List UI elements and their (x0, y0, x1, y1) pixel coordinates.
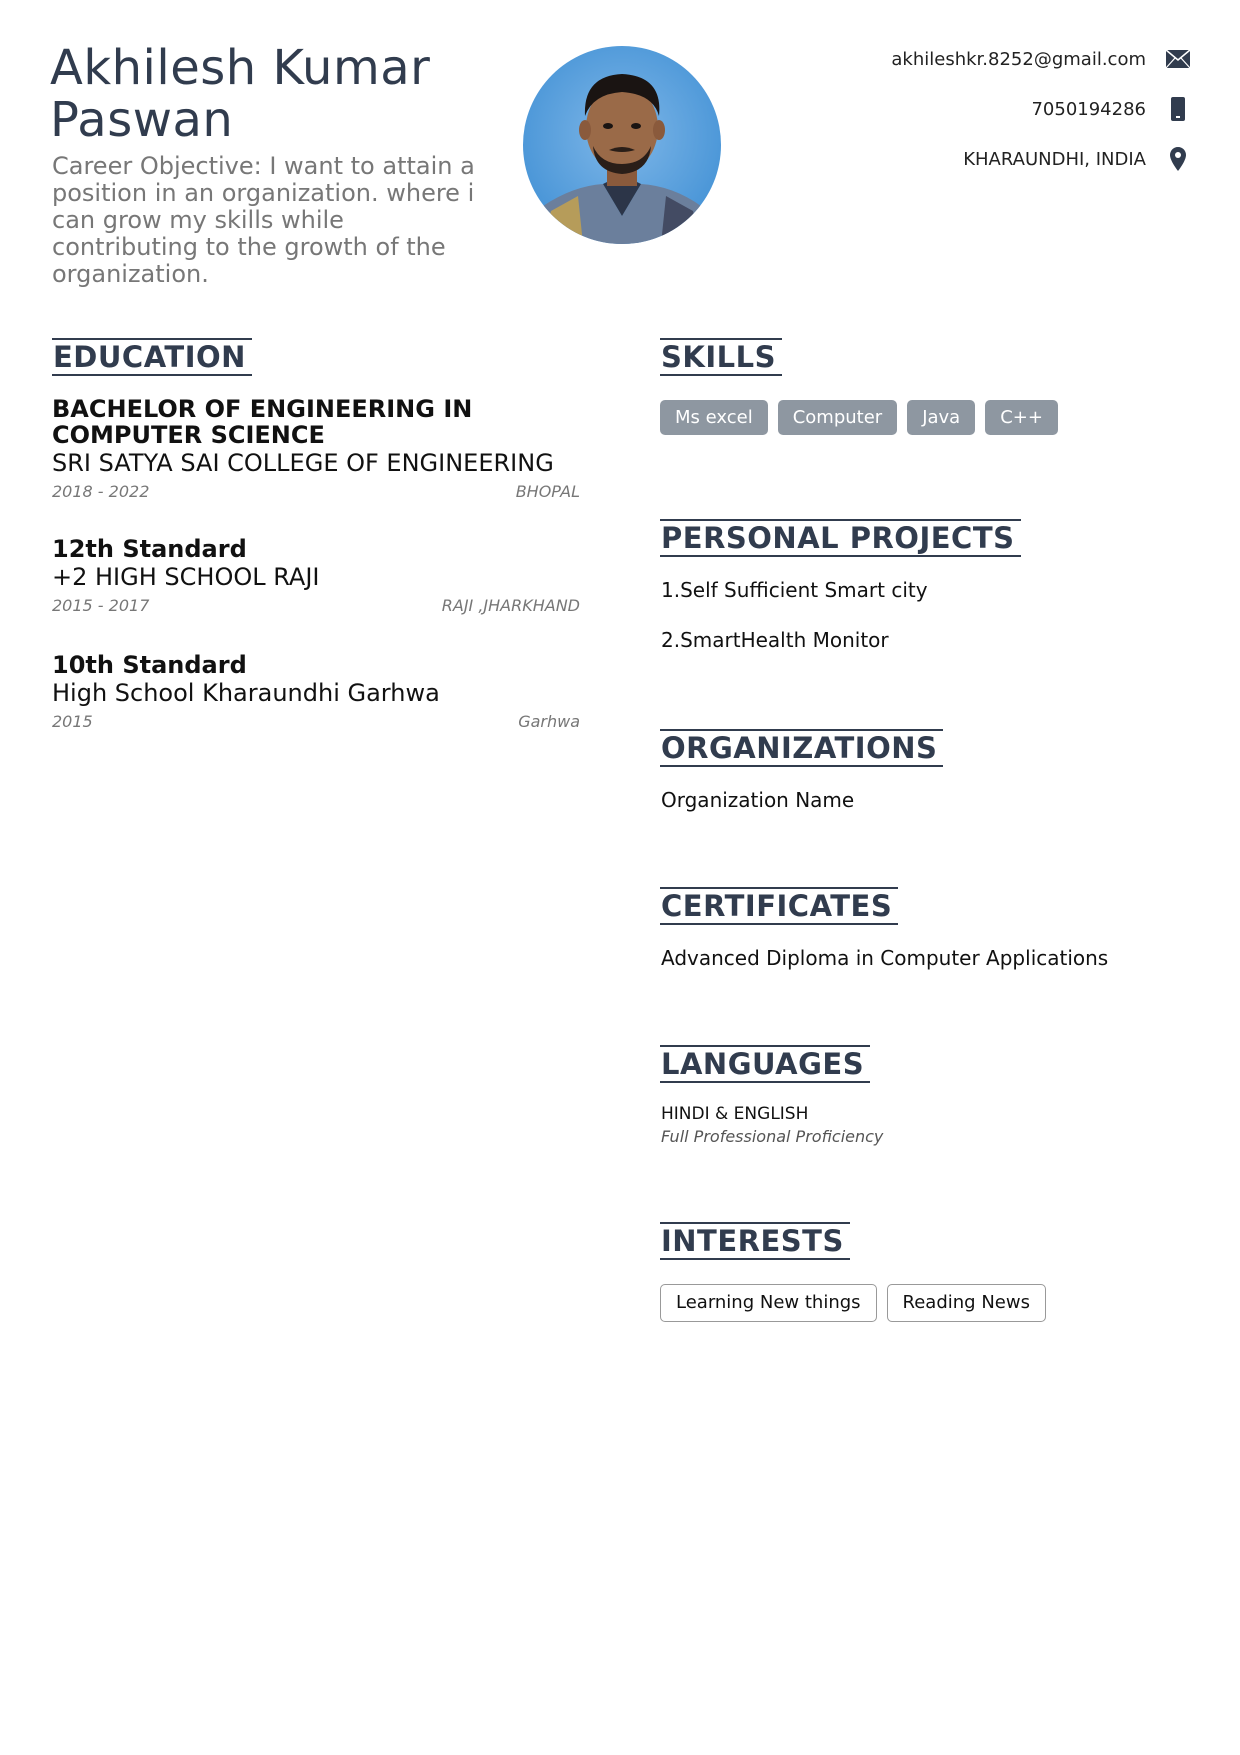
education-heading: EDUCATION (52, 338, 252, 376)
education-entry (52, 396, 580, 501)
language-proficiency: Full Professional Proficiency (661, 1127, 884, 1146)
degree-title: BACHELOR OF ENGINEERING IN COMPUTER SCIENCE (52, 395, 473, 449)
education-dates: 2015 - 2017 (52, 596, 150, 615)
interests-heading: INTERESTS (660, 1222, 850, 1260)
profile-photo (523, 46, 721, 244)
organization-item: Organization Name (661, 788, 855, 812)
education-dates: 2015 (52, 712, 93, 731)
education-entry (52, 652, 580, 731)
mobile-phone-icon (1164, 95, 1192, 123)
skill-tag: Java (907, 400, 975, 435)
envelope-icon (1164, 45, 1192, 73)
education-place: RAJI ,JHARKHAND (441, 596, 580, 615)
education-place: Garhwa (518, 712, 580, 731)
project-item: 1.Self Sufficient Smart city (661, 578, 928, 602)
education-entry (52, 536, 580, 615)
skill-tag: Ms excel (660, 400, 768, 435)
phone-text[interactable]: 7050194286 (1031, 98, 1146, 120)
education-dates: 2018 - 2022 (52, 482, 150, 501)
email-text[interactable]: akhileshkr.8252@gmail.com (891, 48, 1146, 70)
contact-location-row (963, 145, 1192, 173)
education-meta (52, 482, 580, 501)
contact-phone-row (1031, 95, 1192, 123)
skill-tag: Computer (778, 400, 897, 435)
school-name: High School Kharaundhi Garhwa (52, 679, 440, 707)
languages-heading: LANGUAGES (660, 1045, 870, 1083)
interest-tag: Learning New things (660, 1284, 877, 1322)
career-objective: Career Objective: I want to attain a position in an organization. where i can grow my skills while contributing to the growth of the organization. (52, 152, 475, 288)
education-place: BHOPAL (515, 482, 580, 501)
interest-tag: Reading News (887, 1284, 1046, 1322)
project-item: 2.SmartHealth Monitor (661, 628, 889, 652)
skills-tag-list (660, 400, 1058, 435)
organizations-heading: ORGANIZATIONS (660, 729, 943, 767)
candidate-name: Akhilesh Kumar Paswan (50, 40, 431, 148)
education-meta (52, 596, 580, 615)
projects-heading: PERSONAL PROJECTS (660, 519, 1021, 557)
skills-heading: SKILLS (660, 338, 782, 376)
skill-tag: C++ (985, 400, 1058, 435)
language-name: HINDI & ENGLISH (661, 1104, 809, 1124)
education-meta (52, 712, 580, 731)
school-name: SRI SATYA SAI COLLEGE OF ENGINEERING (52, 449, 554, 477)
school-name: +2 HIGH SCHOOL RAJI (52, 563, 320, 591)
location-text: KHARAUNDHI, INDIA (963, 148, 1146, 170)
certificate-item: Advanced Diploma in Computer Applications (661, 946, 1109, 970)
degree-title: 10th Standard (52, 651, 247, 679)
map-pin-icon (1164, 145, 1192, 173)
certificates-heading: CERTIFICATES (660, 887, 898, 925)
degree-title: 12th Standard (52, 535, 247, 563)
contact-email-row (891, 45, 1192, 73)
interests-tag-list (660, 1284, 1046, 1322)
